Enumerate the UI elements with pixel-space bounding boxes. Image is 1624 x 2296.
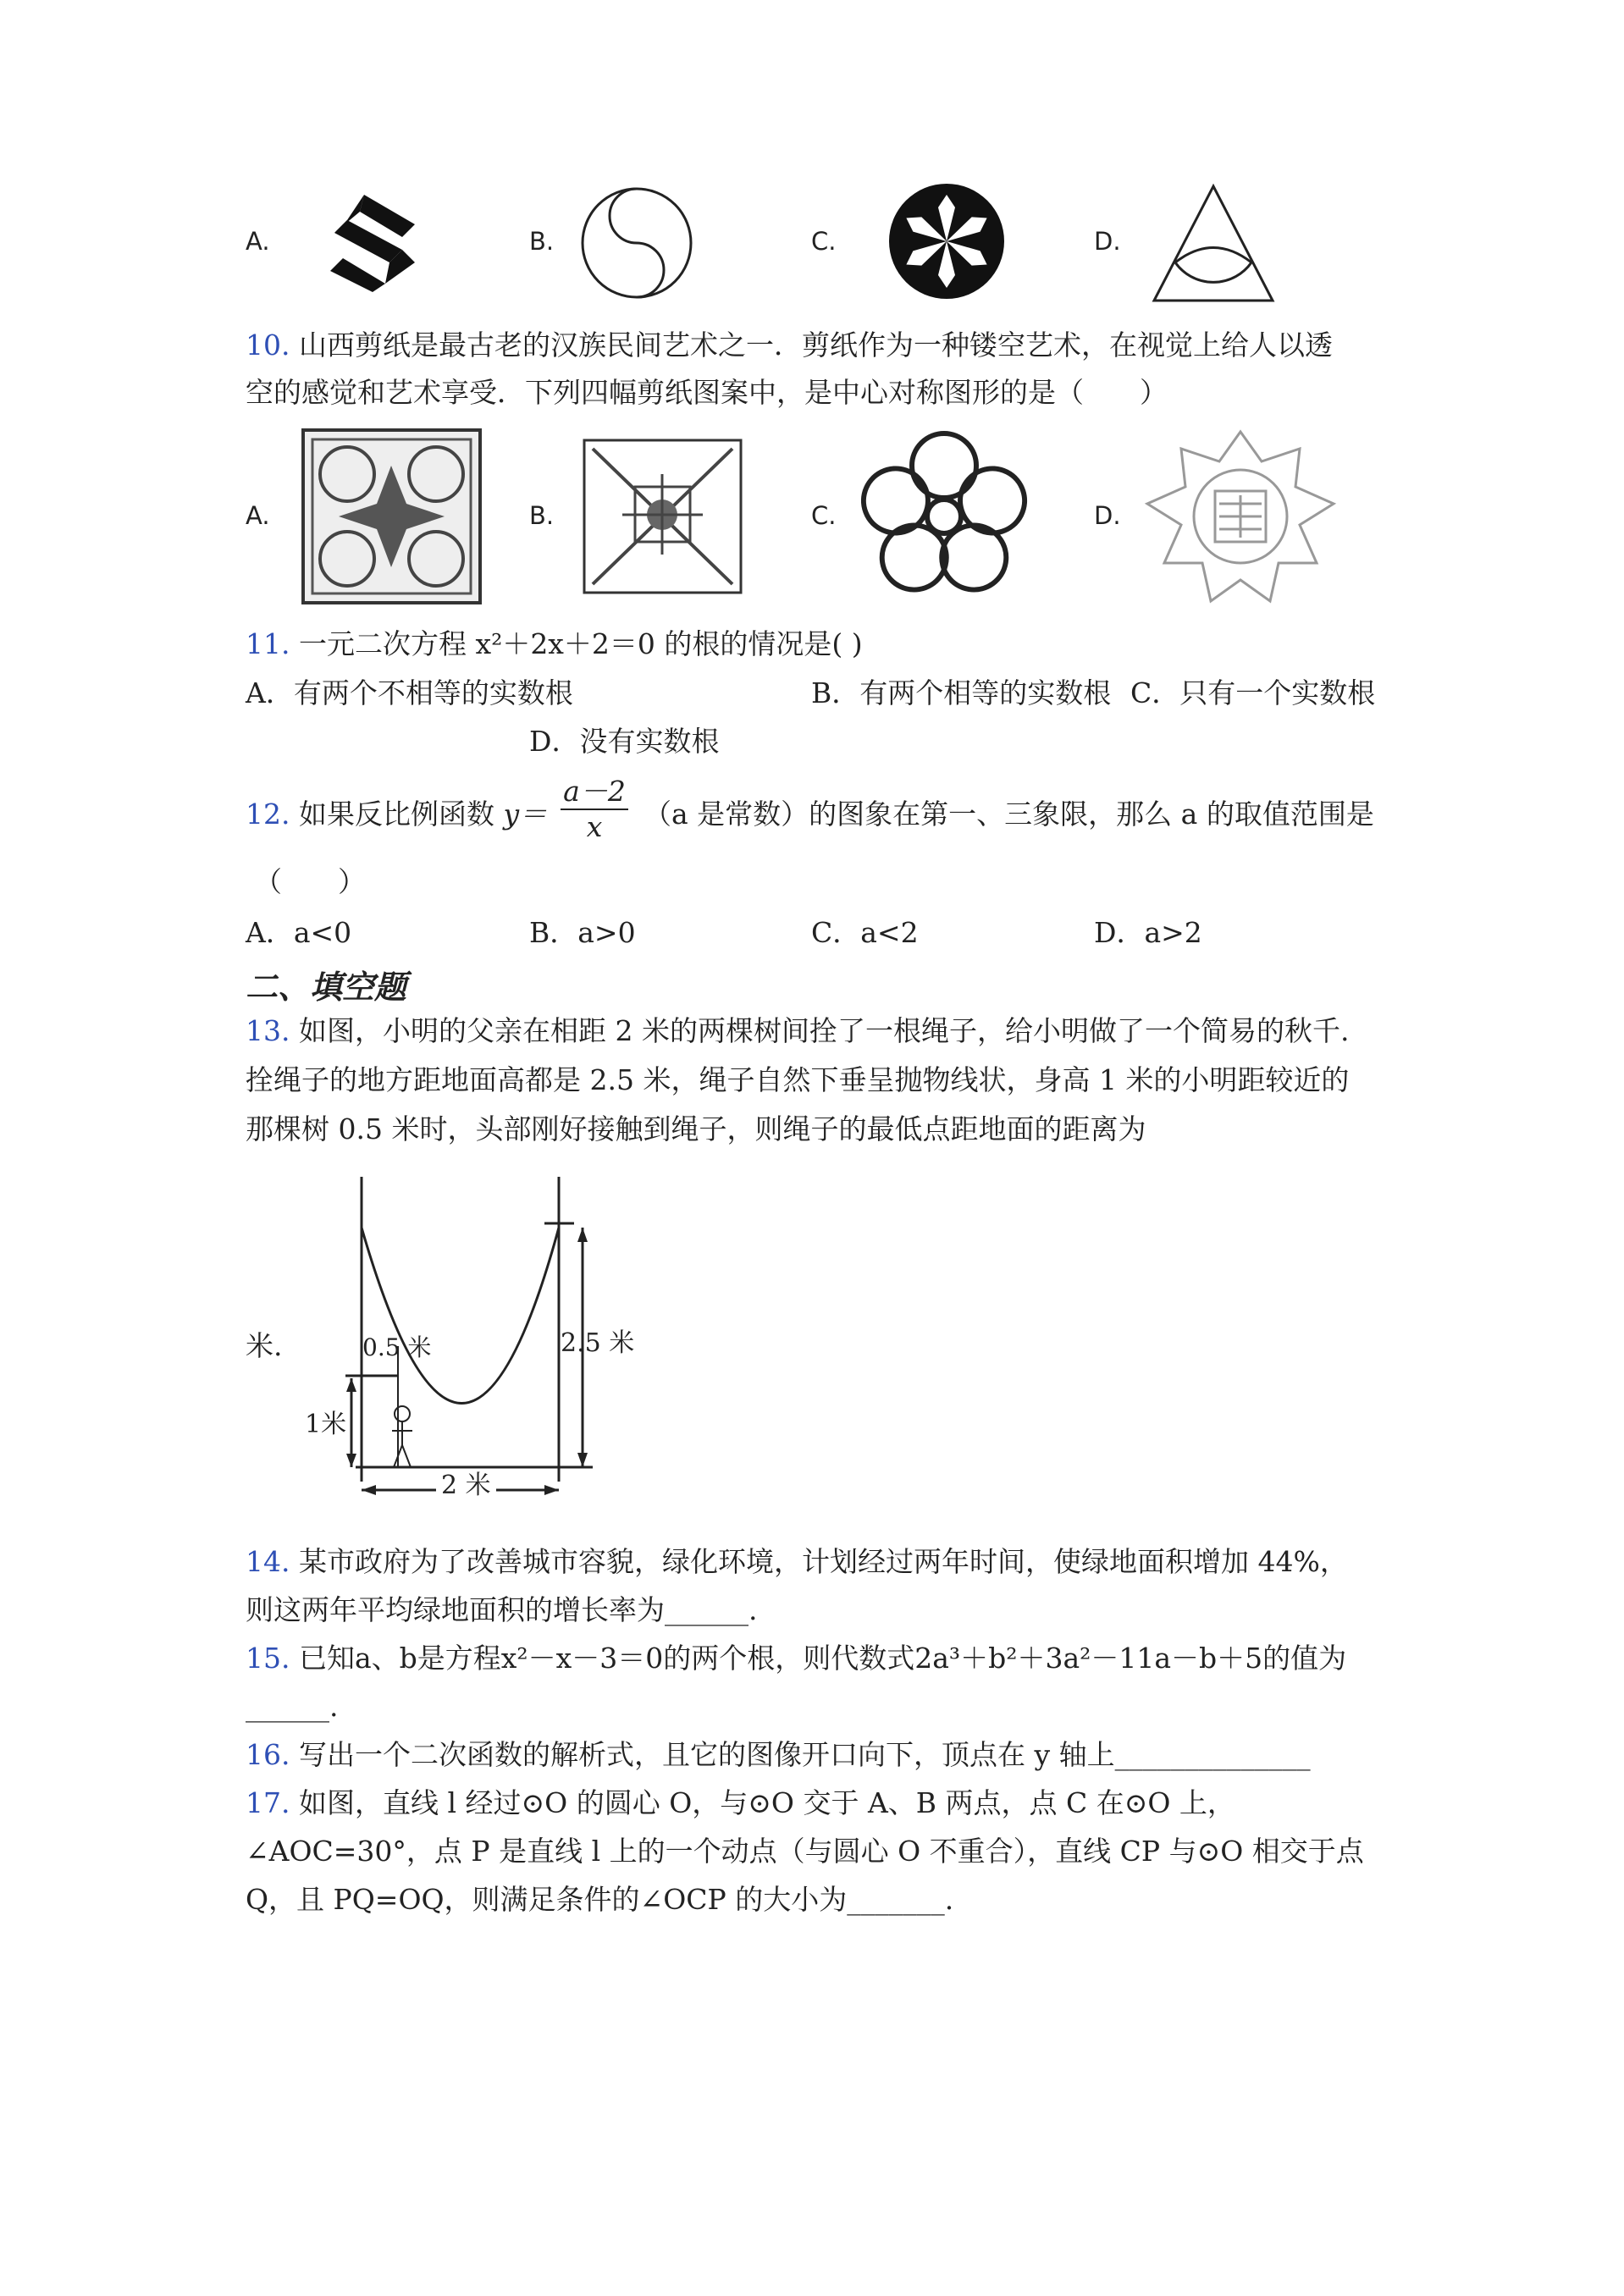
q15-line2: ______. bbox=[246, 1690, 339, 1723]
q9-option-d-label: D. bbox=[1094, 227, 1121, 256]
q9-figure-c-flower bbox=[887, 182, 1006, 301]
q14-line1 bbox=[246, 1545, 1348, 1579]
q13-text1: 如图，小明的父亲在相距 2 米的两棵树间拴了一根绳子，给小明做了一个简易的秋千. bbox=[298, 1014, 1350, 1047]
q13-line2: 拴绳子的地方距地面高都是 2.5 米，绳子自然下垂呈抛物线状，身高 1 米的小明距较近的 bbox=[246, 1063, 1350, 1096]
q9-figure-a-s-logo bbox=[322, 190, 423, 292]
q14-line2: 则这两年平均绿地面积的增长率为______. bbox=[246, 1593, 758, 1626]
q12-number: 12. bbox=[246, 798, 290, 831]
q13-tail: 米. bbox=[246, 1329, 283, 1362]
q10-line1 bbox=[246, 328, 1333, 362]
q16-text: 写出一个二次函数的解析式，且它的图像开口向下，顶点在 y 轴上______________ bbox=[298, 1738, 1311, 1771]
q17-line3: Q，且 PQ=OQ，则满足条件的∠OCP 的大小为_______. bbox=[246, 1883, 954, 1916]
q10-line2: 空的感觉和艺术享受．下列四幅剪纸图案中，是中心对称图形的是（ ） bbox=[246, 376, 1168, 409]
q12-option-c: C．a<2 bbox=[811, 916, 919, 949]
q13-label-half-meter: 0.5 米 bbox=[362, 1333, 432, 1361]
q11-option-d: D．没有实数根 bbox=[529, 725, 720, 758]
q12-option-a: A．a<0 bbox=[246, 916, 352, 949]
q12-frac-denominator: x bbox=[586, 810, 603, 843]
q10-option-c-label: C. bbox=[811, 501, 837, 530]
q12-option-b: B．a>0 bbox=[529, 916, 636, 949]
q10-number: 10. bbox=[246, 328, 290, 362]
q10-figure-c-papercut bbox=[855, 428, 1033, 605]
q10-figure-a-papercut bbox=[301, 428, 483, 605]
q13-label-kid-height: 1米 bbox=[305, 1410, 347, 1439]
q12-post: （a 是常数）的图象在第一、三象限，那么 a 的取值范围是 bbox=[644, 798, 1374, 831]
q11-option-a: A．有两个不相等的实数根 bbox=[246, 676, 573, 709]
q15-line1 bbox=[246, 1642, 1346, 1675]
q17-line1 bbox=[246, 1786, 1235, 1820]
q13-number: 13. bbox=[246, 1014, 290, 1047]
q17-text1: 如图，直线 l 经过⊙O 的圆心 O，与⊙O 交于 A、B 两点，点 C 在⊙O 上， bbox=[298, 1786, 1235, 1819]
q10-option-a-label: A. bbox=[246, 501, 270, 530]
q10-figure-d-papercut bbox=[1143, 428, 1338, 610]
q13-label-tree-height: 2.5 米 bbox=[561, 1328, 635, 1358]
q13-swing-diagram bbox=[305, 1173, 644, 1503]
q11-number: 11. bbox=[246, 627, 290, 660]
q16-number: 16. bbox=[246, 1738, 290, 1771]
q13-label-width: 2 米 bbox=[436, 1469, 496, 1503]
q9-option-c-label: C. bbox=[811, 227, 837, 256]
q11-text: 一元二次方程 x²＋2x＋2＝0 的根的情况是( ) bbox=[298, 627, 863, 660]
q12-stem bbox=[246, 798, 547, 831]
q12-answer-paren: （ ） bbox=[254, 865, 366, 898]
q10-figure-b-papercut bbox=[580, 436, 745, 597]
q16-stem bbox=[246, 1738, 1311, 1772]
q17-line2: ∠AOC=30°，点 P 是直线 l 上的一个动点（与圆心 O 不重合），直线 CP 与⊙O 相交于点 bbox=[246, 1835, 1364, 1868]
q15-text1: 已知a、b是方程x²－x－3＝0的两个根，则代数式2a³＋b²＋3a²－11a－b＋5的值为 bbox=[298, 1642, 1347, 1675]
q11-option-c: C．只有一个实数根 bbox=[1130, 676, 1376, 709]
q9-option-a-label: A. bbox=[246, 227, 270, 256]
q14-number: 14. bbox=[246, 1545, 290, 1578]
q12-frac-numerator: a－2 bbox=[561, 775, 628, 810]
q11-stem bbox=[246, 627, 863, 661]
q10-option-b-label: B. bbox=[529, 501, 555, 530]
q9-figure-d-triangle-arc bbox=[1150, 182, 1277, 305]
q10-option-d-label: D. bbox=[1094, 501, 1121, 530]
q15-number: 15. bbox=[246, 1642, 290, 1675]
q12-option-d: D．a>2 bbox=[1094, 916, 1202, 949]
q11-option-b: B．有两个相等的实数根 bbox=[811, 676, 1112, 709]
q10-text1: 山西剪纸是最古老的汉族民间艺术之一．剪纸作为一种镂空艺术，在视觉上给人以透 bbox=[298, 328, 1333, 362]
q12-pre: 如果反比例函数 bbox=[298, 798, 494, 831]
section-title-fill-blank: 二、填空题 bbox=[246, 969, 407, 1006]
q13-line1 bbox=[246, 1014, 1349, 1048]
q17-number: 17. bbox=[246, 1786, 290, 1819]
q13-line3: 那棵树 0.5 米时，头部刚好接触到绳子，则绳子的最低点距地面的距离为 bbox=[246, 1112, 1146, 1145]
q14-text1: 某市政府为了改善城市容貌，绿化环境，计划经过两年时间，使绿地面积增加 44%， bbox=[298, 1545, 1348, 1578]
q12-fraction bbox=[561, 775, 628, 844]
q9-figure-b-yinyang bbox=[580, 182, 694, 305]
q9-option-b-label: B. bbox=[529, 227, 555, 256]
q12-y: y＝ bbox=[503, 798, 548, 831]
